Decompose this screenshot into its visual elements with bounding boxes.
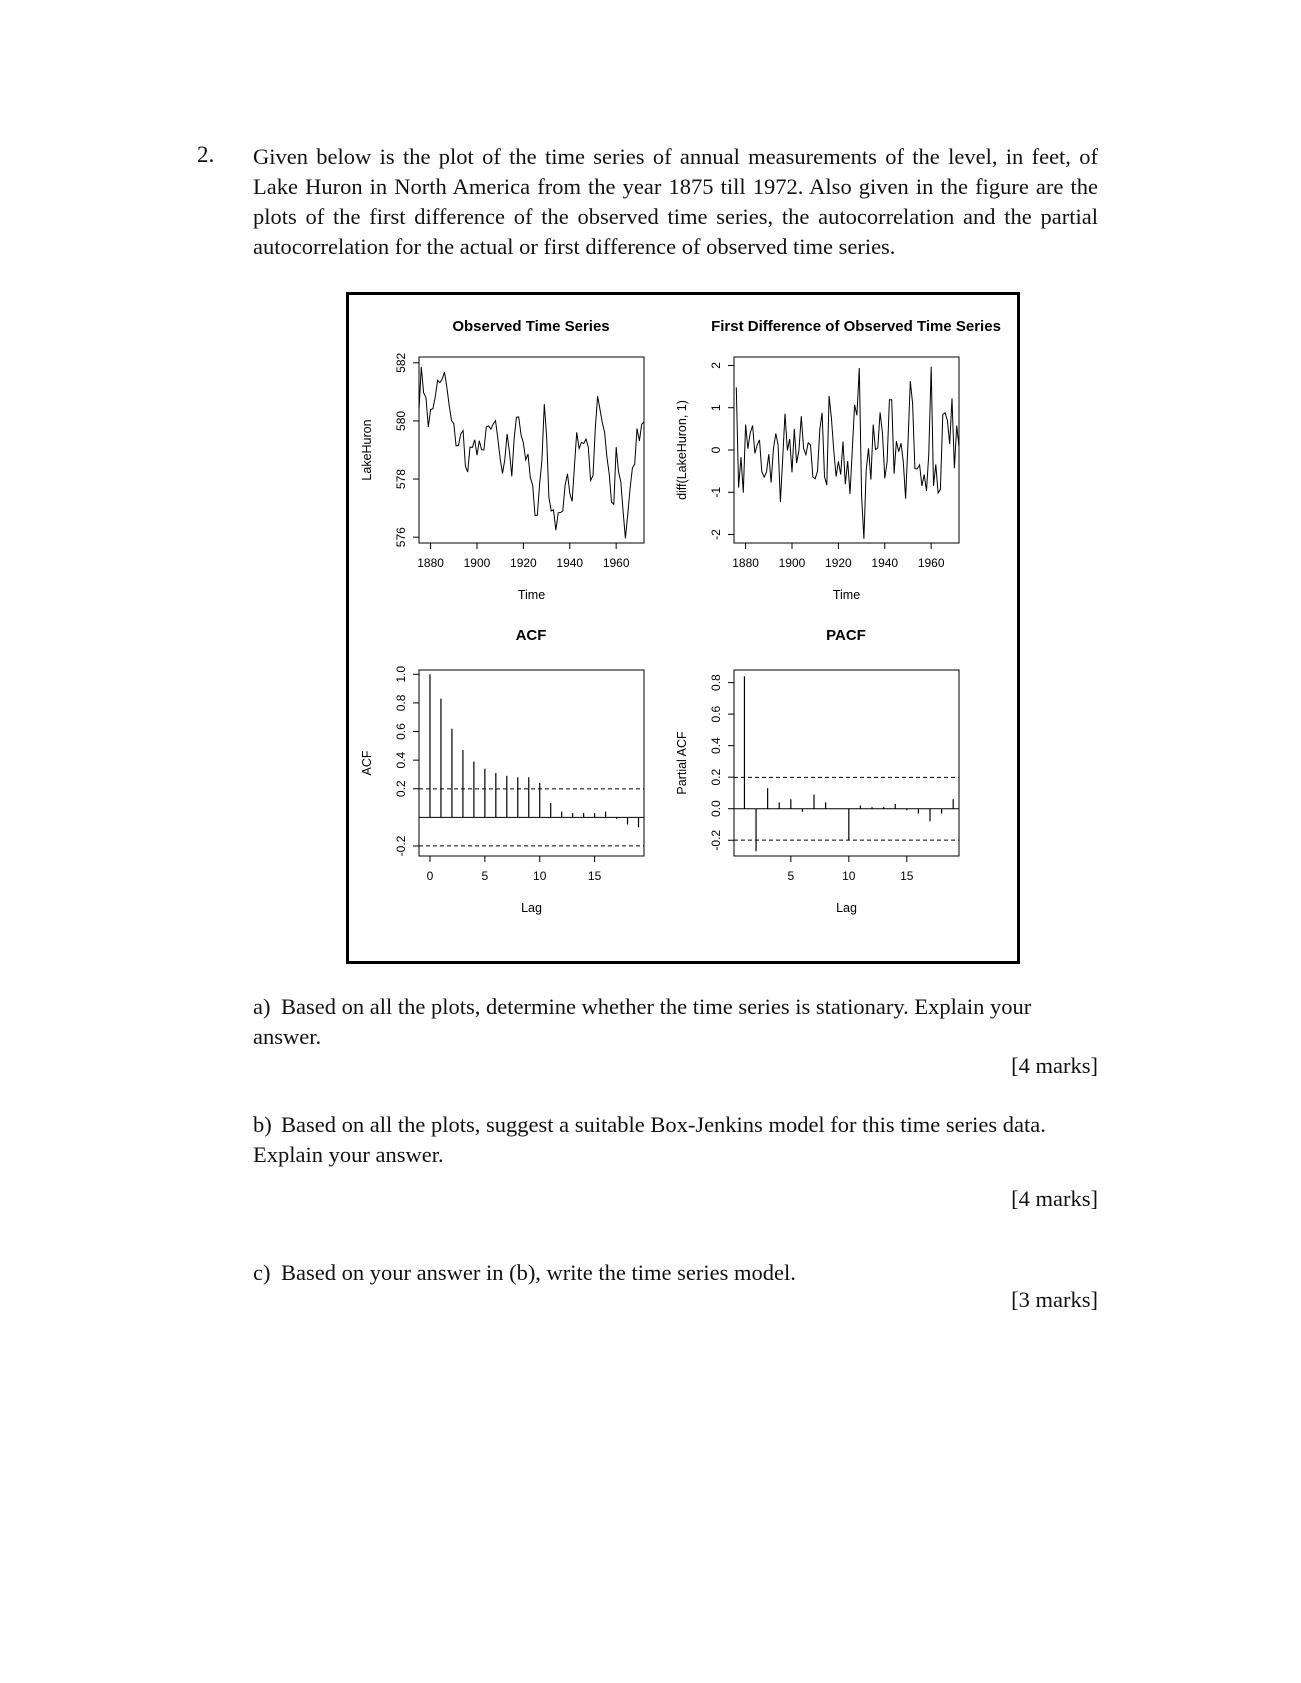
y-tick-label: 1.0: [394, 665, 408, 683]
x-tick-label: 10: [842, 869, 856, 883]
plot-frame: [734, 670, 959, 856]
y-tick-label: -2: [709, 529, 723, 540]
part-b: [253, 1110, 1098, 1170]
x-tick-label: 0: [426, 869, 434, 883]
plot-frame: [419, 670, 644, 856]
x-axis-label: Time: [517, 588, 546, 602]
part-a-marks: [4 marks]: [1011, 1053, 1098, 1078]
x-tick-label: 1960: [602, 556, 630, 570]
x-tick-label: 15: [587, 869, 602, 883]
y-tick-label: 0.8: [394, 694, 408, 712]
y-tick-label: 1: [709, 404, 723, 412]
y-tick-label: 580: [394, 410, 408, 431]
y-axis-label: Partial ACF: [675, 731, 689, 795]
y-tick-label: 0.0: [709, 800, 723, 818]
chart-panel-0: [360, 318, 644, 602]
part-a-label: a): [253, 994, 271, 1019]
y-tick-label: 0.6: [709, 705, 723, 723]
x-axis-label: Lag: [521, 901, 542, 915]
y-axis-label: diff(LakeHuron, 1): [675, 400, 689, 500]
x-tick-label: 5: [787, 869, 795, 883]
x-tick-label: 15: [900, 869, 914, 883]
x-axis-label: Time: [832, 588, 861, 602]
chart-title: ACF: [515, 627, 547, 644]
part-b-text: Based on all the plots, suggest a suitable Box-Jenkins model for this time series data. Explain your answer.: [253, 1112, 1046, 1167]
y-tick-label: 576: [394, 527, 408, 548]
plot-frame: [734, 357, 959, 543]
x-tick-label: 1900: [778, 556, 806, 570]
figure-svg: [349, 295, 1017, 961]
chart-panel-1: [675, 318, 1001, 602]
x-tick-label: 10: [533, 869, 547, 883]
part-c-text: Based on your answer in (b), write the time series model.: [281, 1260, 796, 1285]
y-tick-label: 0: [709, 446, 723, 454]
chart-panel-3: [675, 627, 959, 915]
y-axis-label: LakeHuron: [360, 419, 374, 481]
series-line: [419, 367, 644, 538]
x-tick-label: 1920: [510, 556, 537, 570]
part-b-marks: [4 marks]: [1011, 1186, 1098, 1211]
x-tick-label: 1880: [417, 556, 444, 570]
chart-title: PACF: [826, 627, 866, 644]
y-tick-label: 0.2: [709, 768, 723, 786]
x-tick-label: 1940: [556, 556, 584, 570]
y-tick-label: 578: [394, 469, 408, 490]
part-b-label: b): [253, 1112, 272, 1137]
x-axis-label: Lag: [836, 901, 857, 915]
y-tick-label: 0.4: [709, 737, 723, 755]
y-tick-label: -0.2: [394, 835, 408, 857]
part-c-marks: [3 marks]: [1011, 1287, 1098, 1312]
x-tick-label: 5: [481, 869, 489, 883]
series-line: [736, 367, 959, 539]
y-tick-label: 0.8: [709, 674, 723, 691]
part-a-text: Based on all the plots, determine whether the time series is stationary. Explain your answer.: [253, 994, 1032, 1049]
x-tick-label: 1940: [871, 556, 899, 570]
chart-title: Observed Time Series: [452, 318, 610, 335]
y-tick-label: -1: [709, 486, 723, 498]
y-tick-label: 582: [394, 352, 408, 373]
part-c-label: c): [253, 1260, 271, 1285]
y-tick-label: 0.6: [394, 723, 408, 740]
chart-panel-2: [360, 627, 644, 915]
plot-frame: [419, 357, 644, 543]
y-tick-label: 0.2: [394, 780, 408, 798]
x-tick-label: 1900: [463, 556, 491, 570]
question-number: 2.: [197, 142, 215, 167]
chart-title: First Difference of Observed Time Series: [711, 318, 1001, 335]
y-tick-label: -0.2: [709, 829, 723, 851]
part-a: [253, 992, 1098, 1052]
x-tick-label: 1960: [917, 556, 945, 570]
x-tick-label: 1920: [825, 556, 852, 570]
y-tick-label: 0.4: [394, 751, 408, 769]
part-c: [253, 1258, 1098, 1288]
figure-panel: [346, 292, 1020, 964]
y-axis-label: ACF: [360, 750, 374, 776]
x-tick-label: 1880: [732, 556, 759, 570]
question-stem: Given below is the plot of the time series of annual measurements of the level, in feet, of Lake Huron in North America from the year 1875 till 1972. Also given in the figure are the plots of the first difference of the observed time series, the autocorrelation and the partial autocorrelation for the actual or first difference of observed time series.: [253, 144, 1098, 259]
y-tick-label: 2: [709, 362, 723, 369]
